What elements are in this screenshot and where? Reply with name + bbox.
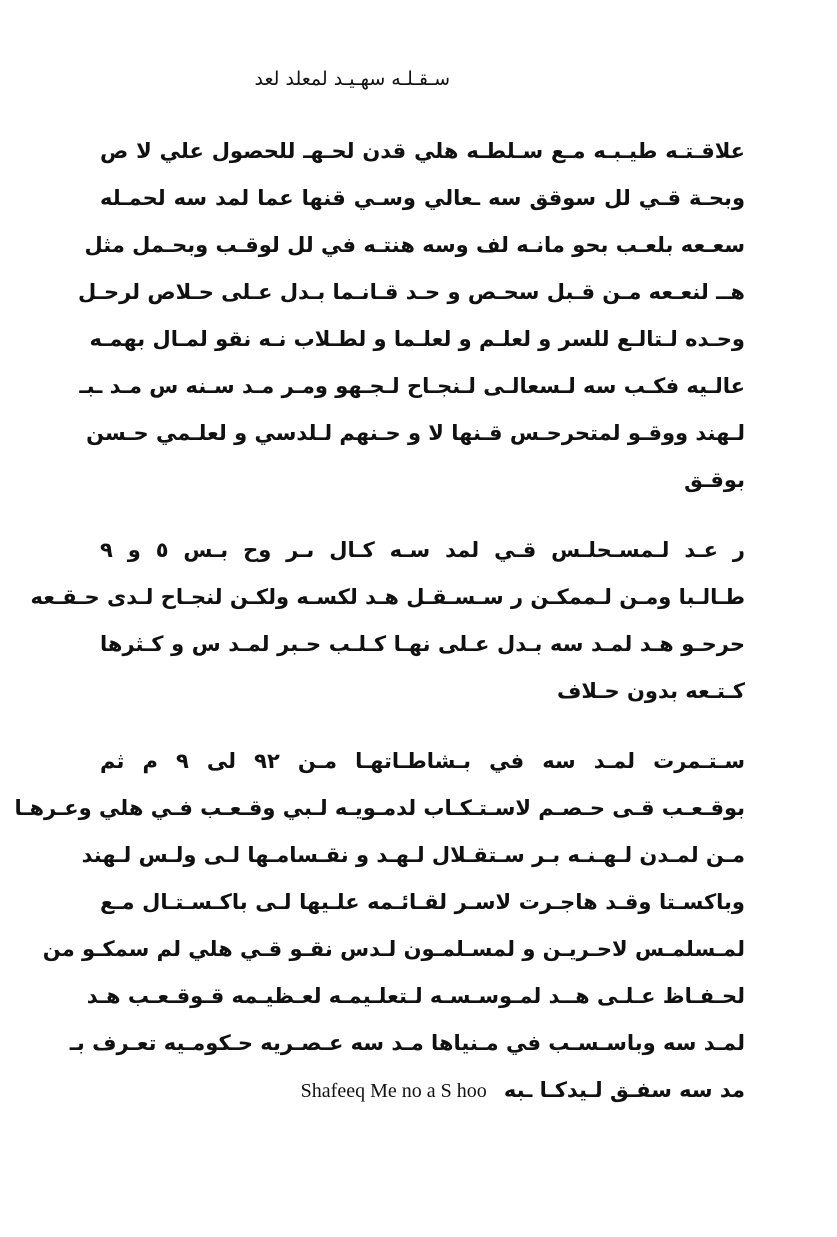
text-line: سـتـمرت لمـد سه في بـشاطـاتهـا مـن ٩٢ لى ٩ م ثم [100, 749, 745, 773]
text-line: هــ لنعـعه مـن قـبل سحـص و حـد قـانـما بـدل عـلى حـلاص لرحـل [78, 280, 745, 304]
text-line: وباكسـتا وقـد هاجـرت لاسـر لقـائـمه علـيها لـى باكـسـتـال مـع [100, 890, 745, 914]
paragraph-3 [14, 738, 745, 1114]
final-text-line [100, 1067, 745, 1114]
school-name-english: Shafeeq Me no a S hoo [300, 1080, 487, 1102]
text-line: حرحـو هـد لمـد سه بـدل عـلى نهـا كـلـب حـبر لمـد س و كـثرها [100, 632, 745, 656]
text-line: لـهند ووقـو لمتحرحـس قـنها لا و حـنهم لـلدسي و لعلـمي حـسن [86, 421, 745, 445]
paragraph-2 [30, 527, 745, 715]
text-line: وبحـة قـي لل سوقق سه ـعالي وسـي قنها عما لمد سه لحمـله [100, 186, 745, 210]
text-line: لمـد سه وباسـسـب في مـنياها مـد سه عـصـريه حـكومـيه تعـرف بـ [69, 1031, 745, 1055]
text-line: بوقـعـب قـى حـصـم لاسـتـكـاب لدمـويـه لـبي وقـعـب فـي هلي وعـرهـا [14, 796, 745, 820]
text-line: سعـعه بلعـب بحو مانـه لف وسه هنتـه في لل لوقـب وبحـمل مثل [84, 233, 745, 257]
text-line: ر عـد لـمسـحلـس قـي لمد سـه كـال ىـر وح بـس ٥ و ٩ [100, 538, 745, 562]
final-arabic-text: مد سه سفـق لـيدكـا ـبه [503, 1078, 745, 1102]
text-line: لمـسلمـس لاحـريـن و لمسـلمـون لـدس نقـو قـي هلي لم سمكـو من [42, 937, 745, 961]
text-line: عالـيه فكـب سه لـسعالـى لـنجـاح لـجـهو ومـر مـد سـنه س مـد ـبـ [79, 374, 745, 398]
paragraph-1 [78, 128, 745, 504]
text-line: وحـده لـتالـع للسر و لعلـم و لعلـما و لطـلاب نـه نقو لمـال بهمـه [89, 327, 745, 351]
text-line: لحـفـاظ عـلـى هــد لمـوسـسـه لـتعلـيمـه لعـظيـمه قـوقـعـب هـد [86, 984, 745, 1008]
text-line: بوقـق [684, 468, 745, 492]
text-line: طـالـبا ومـن لـممكـن ر سـسـقـل هـد لكسـه ولكـن لنجـاح لـدى حـقـعه [30, 585, 745, 609]
running-header: سـقـلـه سهـيـد لمعلد لعد [254, 68, 450, 90]
text-line: مـن لمـدن لـهـنـه بـر سـتقـلال لـهـد و نقـسامـها لـى ولـس لـهند [81, 843, 745, 867]
text-line: علاقـتـه طيـبـه مـع سـلطـه هلي قدن لحـهـ للحصول علي لا ص [100, 139, 745, 163]
text-line: كـتـعه بدون حـلاف [557, 679, 745, 703]
